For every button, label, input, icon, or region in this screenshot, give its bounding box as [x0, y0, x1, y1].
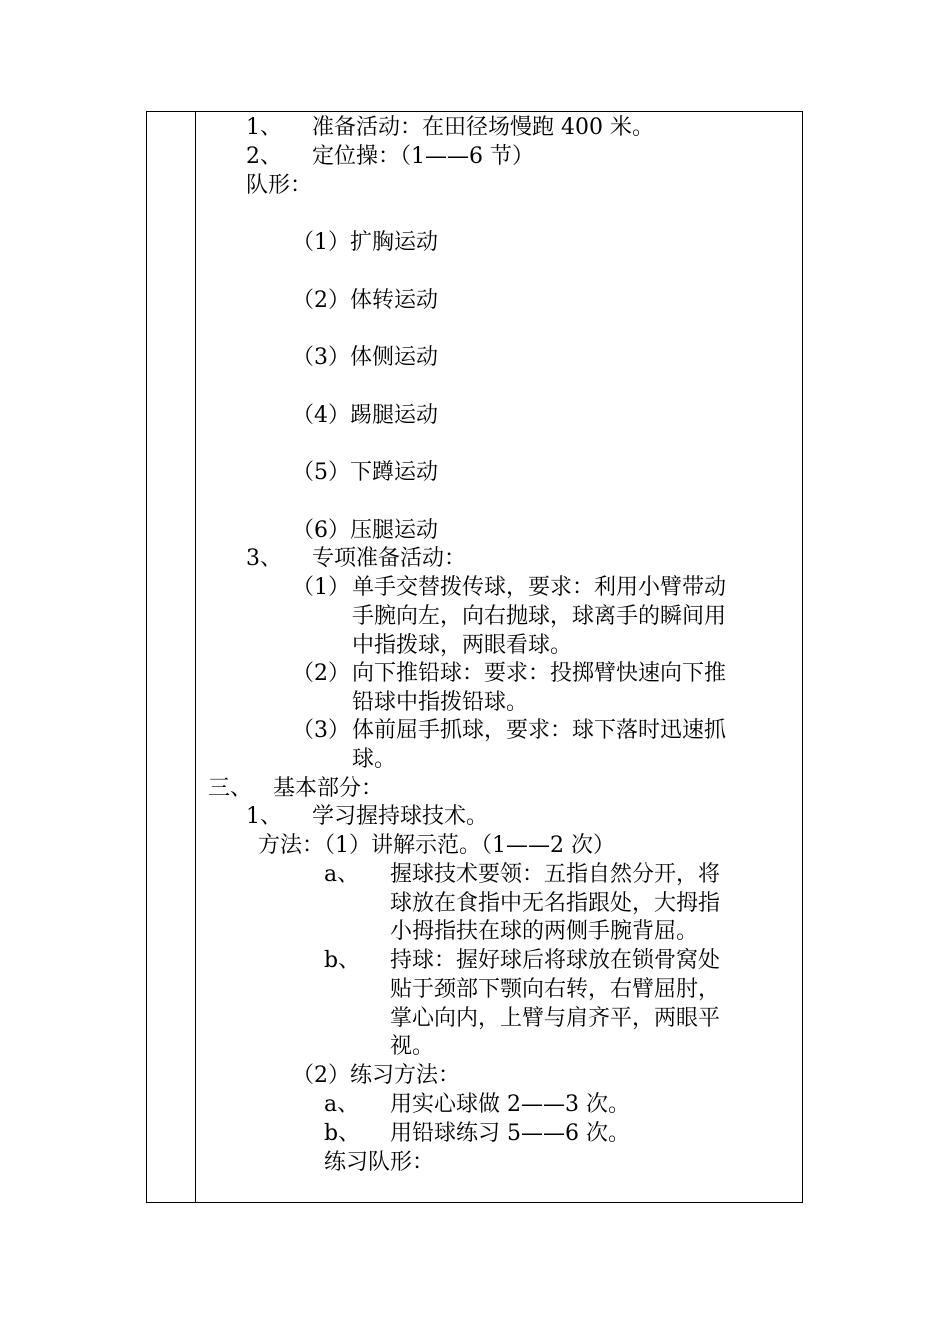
special-text: 手腕向左，向右抛球，球离手的瞬间用	[352, 604, 727, 629]
exercise-item: （5）下蹲运动	[292, 460, 438, 485]
item-number: 2、	[246, 144, 282, 169]
column-divider	[195, 111, 196, 1203]
section-heading: 基本部分：	[273, 776, 384, 801]
special-text: 单手交替拨传球，要求：利用小臂带动	[352, 575, 727, 600]
special-label: （2）	[292, 661, 350, 686]
sub-text: 用实心球做 2——3 次。	[390, 1092, 630, 1117]
item-number: 1、	[246, 115, 282, 140]
sub-text: 掌心向内，上臂与肩齐平，两眼平	[390, 1006, 721, 1031]
special-prep-heading: 专项准备活动：	[312, 546, 467, 571]
sub-label: b、	[324, 948, 361, 973]
exercise-item: （2）体转运动	[292, 288, 438, 313]
sub-text: 小拇指扶在球的两侧手腕背屈。	[390, 919, 699, 944]
special-label: （1）	[292, 575, 350, 600]
formation-label: 队形：	[246, 173, 313, 198]
sub-text: 握球技术要领：五指自然分开，将	[390, 862, 721, 887]
sub-text: 持球：握好球后将球放在锁骨窝处	[390, 948, 721, 973]
item-number: 1、	[246, 804, 282, 829]
sub-text: 贴于颈部下颚向右转，右臂屈肘，	[390, 977, 721, 1002]
sub-label: b、	[324, 1121, 361, 1146]
practice-heading: （2）练习方法：	[292, 1063, 460, 1088]
item-number: 3、	[246, 546, 282, 571]
warmup-line: 准备活动：在田径场慢跑 400 米。	[312, 115, 654, 140]
special-label: （3）	[292, 718, 350, 743]
technique-line: 学习握持球技术。	[312, 804, 489, 829]
special-text: 中指拨球，两眼看球。	[352, 633, 573, 658]
special-text: 体前屈手抓球，要求：球下落时迅速抓	[352, 718, 727, 743]
sub-label: a、	[324, 1092, 360, 1117]
sub-text: 用铅球练习 5——6 次。	[390, 1121, 630, 1146]
drill-line: 定位操：（1——6 节）	[312, 144, 534, 169]
formation-label: 练习队形：	[324, 1150, 435, 1175]
section-number: 三、	[208, 776, 253, 801]
exercise-item: （4）踢腿运动	[292, 403, 438, 428]
special-text: 球。	[352, 747, 397, 772]
exercise-item: （3）体侧运动	[292, 345, 438, 370]
exercise-item: （6）压腿运动	[292, 518, 438, 543]
sub-text: 球放在食指中无名指跟处，大拇指	[390, 891, 721, 916]
special-text: 向下推铅球：要求：投掷臂快速向下推	[352, 661, 727, 686]
exercise-item: （1）扩胸运动	[292, 230, 438, 255]
method-line: 方法：（1）讲解示范。（1——2 次）	[258, 833, 615, 858]
sub-label: a、	[324, 862, 360, 887]
sub-text: 视。	[390, 1034, 435, 1059]
special-text: 铅球中指拨铅球。	[352, 690, 529, 715]
